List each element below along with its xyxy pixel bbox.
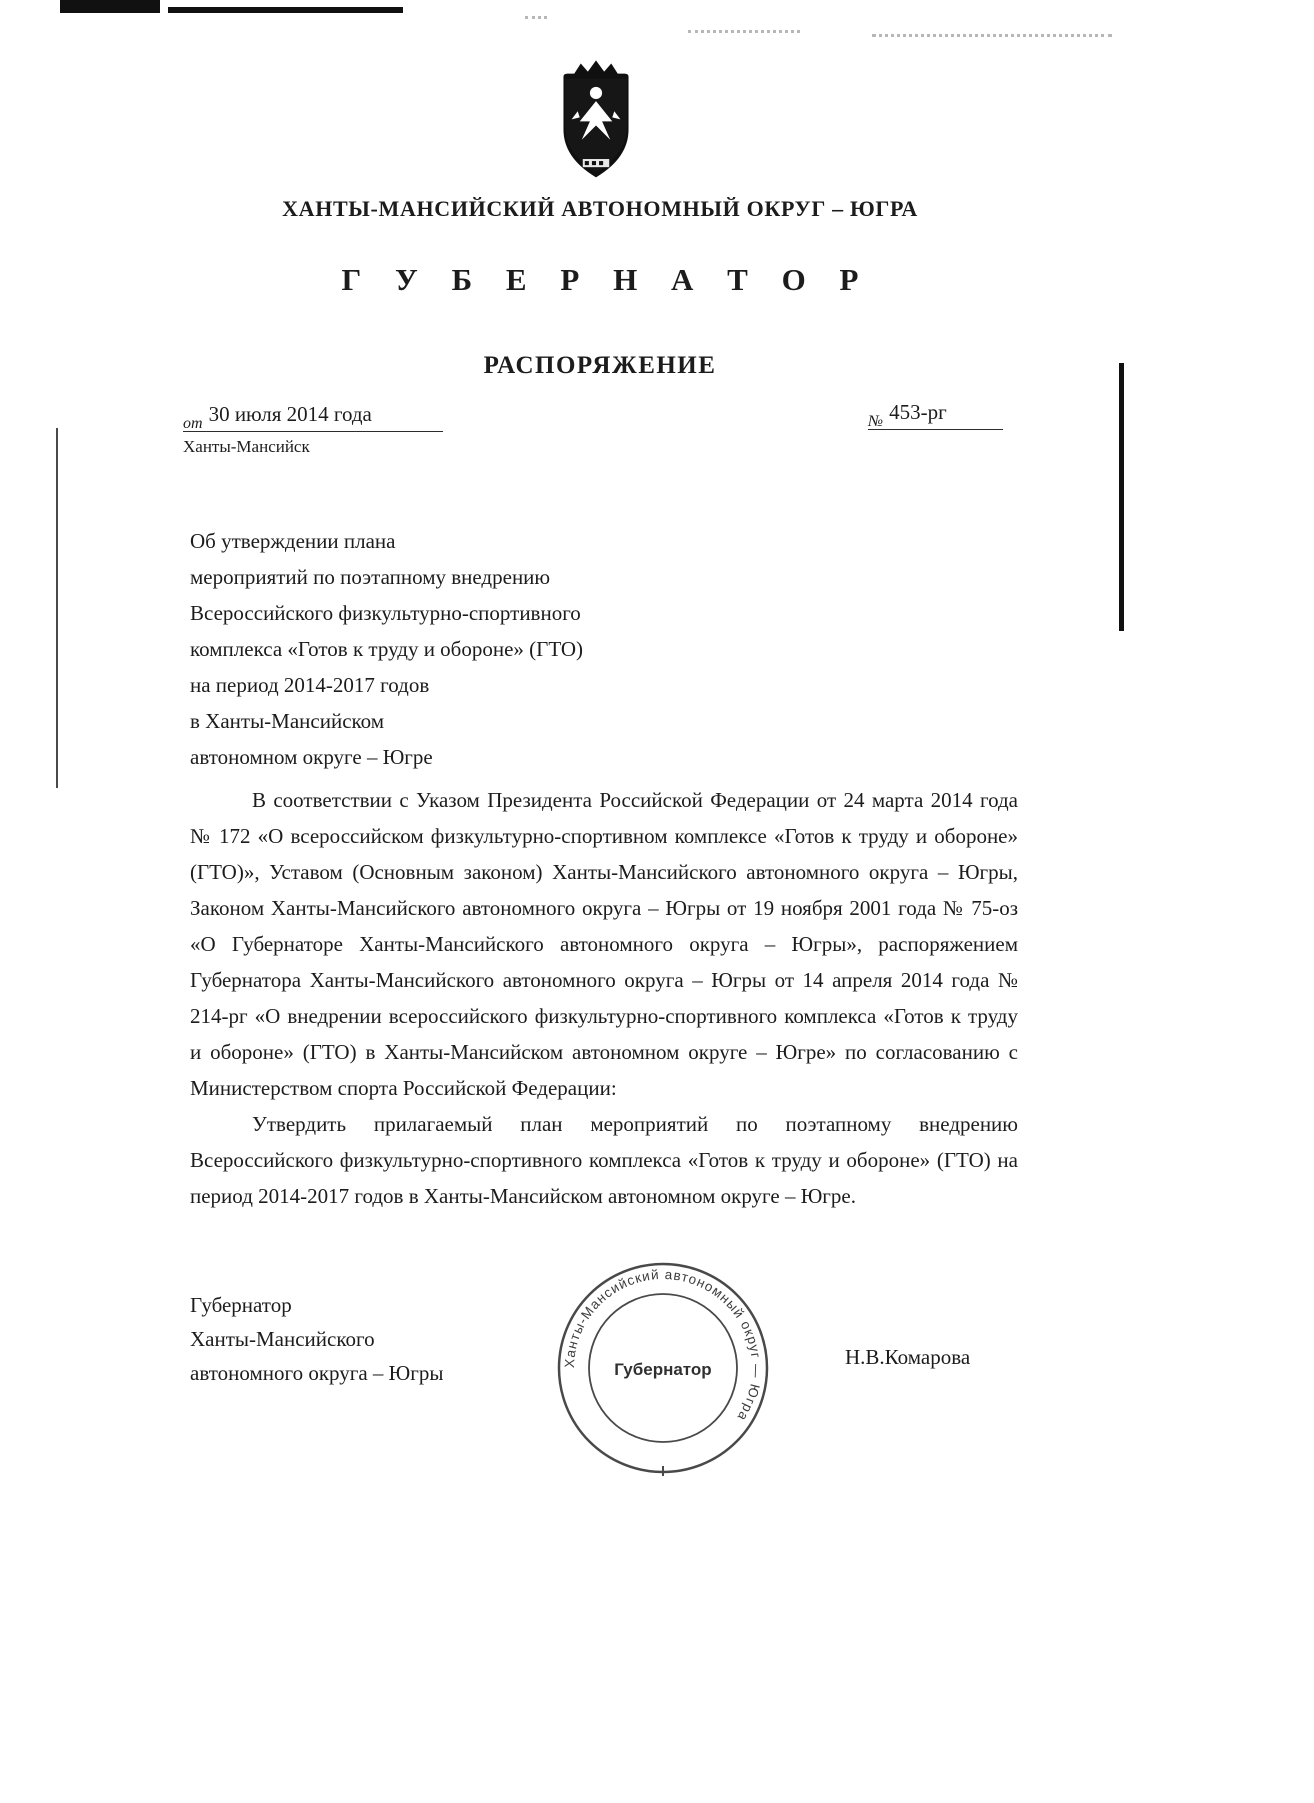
stamp-ring-text: Ханты-Мансийский автономный округ — Югра bbox=[561, 1266, 765, 1425]
date-value: 30 июля 2014 года bbox=[208, 402, 372, 426]
coat-of-arms bbox=[535, 58, 657, 196]
governor-stamp bbox=[551, 1256, 775, 1480]
subject-block bbox=[190, 523, 750, 775]
scan-noise-center bbox=[525, 16, 547, 19]
number-block bbox=[868, 400, 1003, 430]
authority-title: Г У Б Е Р Н А Т О Р bbox=[341, 262, 872, 297]
subject-line: мероприятий по поэтапному внедрению bbox=[190, 565, 551, 589]
signature-title bbox=[190, 1288, 444, 1390]
scan-noise-right-1 bbox=[688, 30, 800, 33]
document-type-title: РАСПОРЯЖЕНИЕ bbox=[483, 352, 717, 379]
subject-line: Об утверждении плана bbox=[190, 529, 396, 553]
subject-line: на период 2014-2017 годов bbox=[190, 673, 430, 697]
date-block bbox=[183, 402, 443, 457]
scan-noise-right-2 bbox=[872, 34, 1112, 37]
scan-artifact-topleft-2 bbox=[168, 7, 403, 13]
region-title: ХАНТЫ-МАНСИЙСКИЙ АВТОНОМНЫЙ ОКРУГ – ЮГРА bbox=[282, 196, 918, 221]
number-value: 453-рг bbox=[889, 400, 947, 424]
number-underline bbox=[868, 429, 1003, 430]
date-prefix: от bbox=[183, 415, 203, 432]
date-underline bbox=[183, 431, 443, 432]
subject-line: Всероссийского физкультурно-спортивного bbox=[190, 601, 581, 625]
body-paragraph: Утвердить прилагаемый план мероприятий по поэтапному внедрению Всероссийского физкультурно-спортивного комплекса «Готов к труду и обороне» (ГТО) на период 2014-2017 годов в Ханты-Мансийском автономном округе – Югре. bbox=[190, 1112, 1018, 1208]
subject-line: автономном округе – Югре bbox=[190, 745, 433, 769]
body-text bbox=[190, 782, 1018, 1214]
subject-line: в Ханты-Мансийском bbox=[190, 709, 385, 733]
body-paragraph: В соответствии с Указом Президента Российской Федерации от 24 марта 2014 года № 172 «О всероссийском физкультурно-спортивном комплексе «Готов к труду и обороне» (ГТО)», Уставом (Основным законом) Ханты-Мансийского автономного округа – Югры, Законом Ханты-Мансийского автономного округа – Югры от 19 ноября 2001 года № 75-оз «О Губернаторе Ханты-Мансийского автономного округа – Югры», распоряжением Губернатора Ханты-Мансийского автономного округа – Югры от 14 апреля 2014 года № 214-рг «О внедрении всероссийского физкультурно-спортивного комплекса «Готов к труду и обороне» (ГТО) в Ханты-Мансийском автономном округе – Югре» по согласованию с Министерством спорта Российской Федерации: bbox=[190, 788, 1018, 1100]
scan-artifact-topleft-1 bbox=[60, 0, 160, 13]
subject-line: комплекса «Готов к труду и обороне» (ГТО) bbox=[190, 637, 584, 661]
number-prefix: № bbox=[868, 413, 884, 430]
signature-title-line: Ханты-Мансийского bbox=[190, 1327, 375, 1351]
stamp-center-text: Губернатор bbox=[614, 1360, 712, 1379]
city-label: Ханты-Мансийск bbox=[183, 437, 310, 456]
signature-title-line: Губернатор bbox=[190, 1293, 292, 1317]
scan-line-right bbox=[1119, 363, 1124, 631]
signature-title-line: автономного округа – Югры bbox=[190, 1361, 444, 1385]
signature-name: Н.В.Комарова bbox=[845, 1345, 971, 1369]
scan-line-left bbox=[56, 428, 58, 788]
